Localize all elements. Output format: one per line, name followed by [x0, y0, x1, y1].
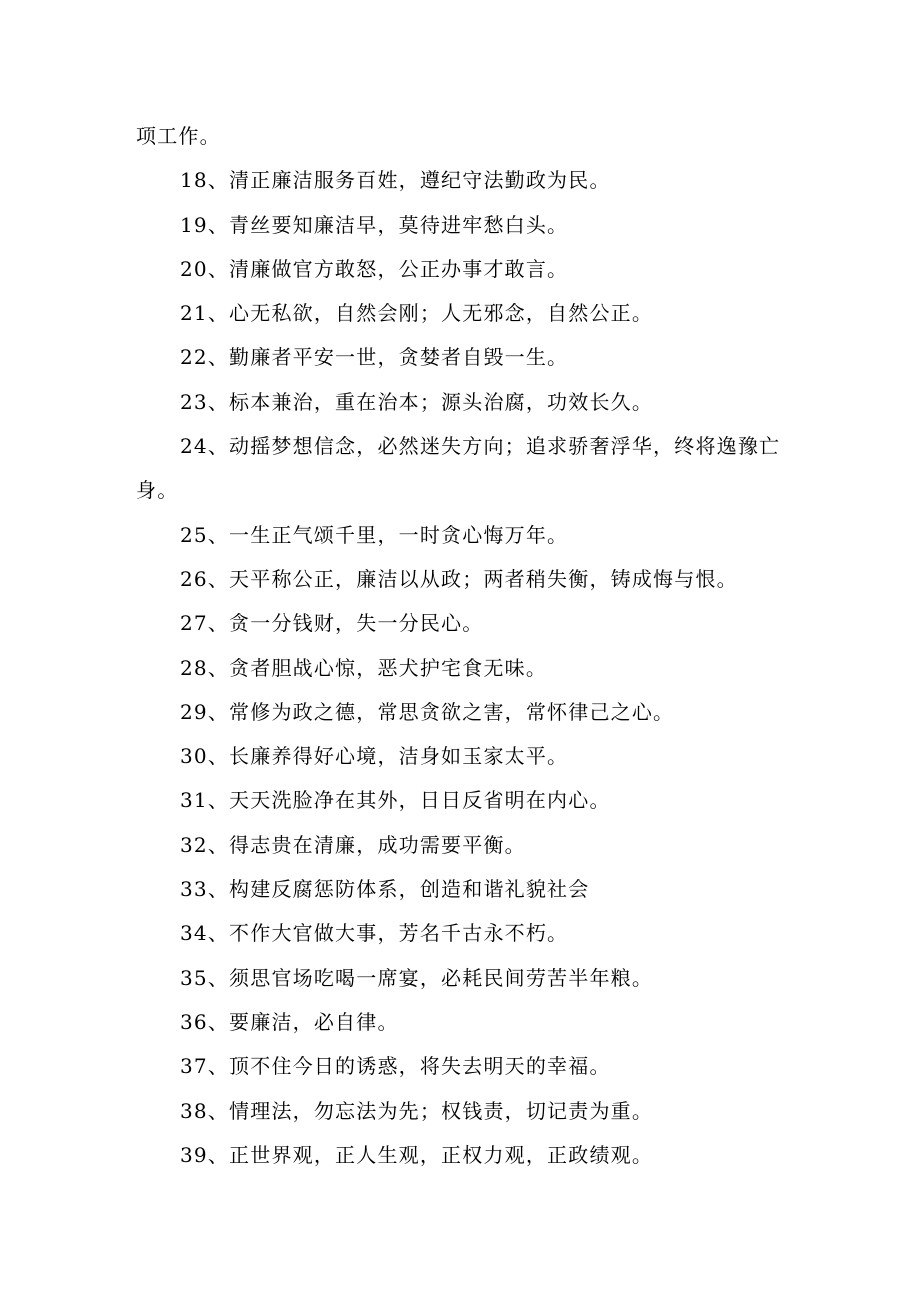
- paragraph-item-38: 38、情理法，勿忘法为先；权钱责，切记责为重。: [180, 1098, 654, 1123]
- paragraph-item-37: 37、顶不住今日的诱惑，将失去明天的幸福。: [180, 1054, 611, 1079]
- paragraph-item-24: 24、动摇梦想信念，必然迷失方向；追求骄奢浮华，终将逸豫亡身。: [136, 434, 781, 503]
- paragraph-item-20: 20、清廉做官方敢怒，公正办事才敢言。: [180, 256, 569, 281]
- paragraph-item-39: 39、正世界观，正人生观，正权力观，正政绩观。: [180, 1142, 654, 1167]
- paragraph-item-33: 33、构建反腐惩防体系，创造和谐礼貌社会: [180, 877, 590, 902]
- paragraph-item-31: 31、天天洗脸净在其外，日日反省明在内心。: [180, 788, 611, 813]
- document-body: [136, 114, 786, 1177]
- paragraph-item-23: 23、标本兼治，重在治本；源头治腐，功效长久。: [180, 389, 654, 414]
- paragraph-item-18: 18、清正廉洁服务百姓，遵纪守法勤政为民。: [180, 168, 611, 193]
- paragraph-item-19: 19、青丝要知廉洁早，莫待进牢愁白头。: [180, 212, 569, 237]
- paragraph-item-21: 21、心无私欲，自然会刚；人无邪念，自然公正。: [180, 301, 654, 326]
- paragraph-item-34: 34、不作大官做大事，芳名千古永不朽。: [180, 921, 569, 946]
- paragraph-item-22: 22、勤廉者平安一世，贪婪者自毁一生。: [180, 345, 569, 370]
- paragraph-item-25: 25、一生正气颂千里，一时贪心悔万年。: [180, 522, 569, 547]
- paragraph-item-32: 32、得志贵在清廉，成功需要平衡。: [180, 832, 526, 857]
- paragraph-item-36: 36、要廉洁，必自律。: [180, 1009, 399, 1034]
- paragraph-continuation: 项工作。: [136, 124, 221, 148]
- paragraph-item-29: 29、常修为政之德，常思贪欲之害，常怀律己之心。: [180, 699, 675, 724]
- paragraph-item-28: 28、贪者胆战心惊，恶犬护宅食无味。: [180, 655, 548, 680]
- paragraph-item-27: 27、贪一分钱财，失一分民心。: [180, 611, 484, 636]
- paragraph-item-30: 30、长廉养得好心境，洁身如玉家太平。: [180, 744, 569, 769]
- paragraph-item-35: 35、须思官场吃喝一席宴，必耗民间劳苦半年粮。: [180, 965, 654, 990]
- paragraph-item-26: 26、天平称公正，廉洁以从政；两者稍失衡，铸成悔与恨。: [180, 566, 738, 591]
